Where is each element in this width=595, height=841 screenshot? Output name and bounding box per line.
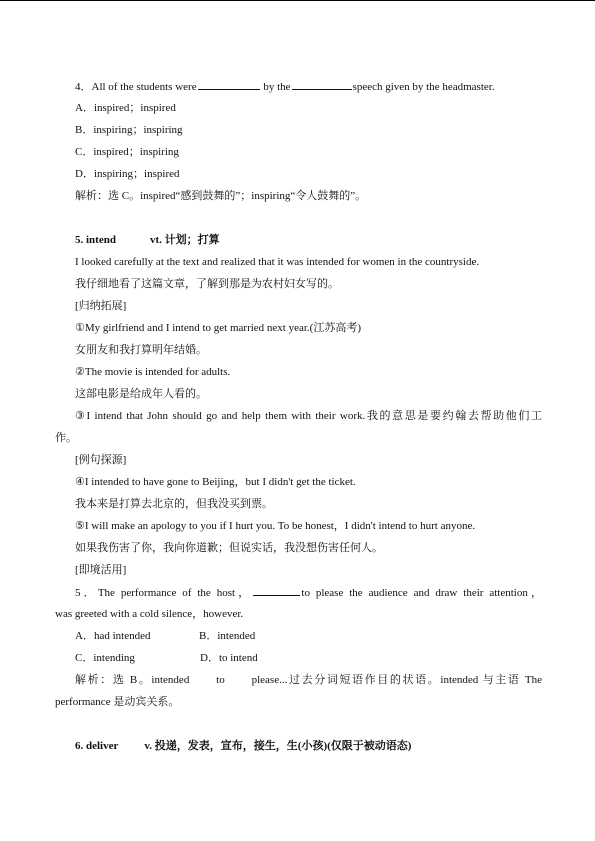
q5-stem-part1: 5．The performance of the host， [75,587,253,599]
q4-blank-1 [198,79,260,90]
sentence5-zh: 如果我伤害了你，我向你道歉；但说实话，我没想伤害任何人。 [75,542,383,554]
q4-option-b: B．inspiring；inspiring [75,124,183,136]
q5-analysis-line2: performance 是动宾关系。 [55,696,180,708]
section5-pos: vt. 计划；打算 [149,234,220,246]
section5-word: 5. intend [75,234,116,246]
q5-options-row2 [75,651,258,665]
q4-blank-2 [292,79,352,90]
section6-heading [75,739,411,753]
example-tag: [例句探源] [75,454,127,466]
q4-option-a: A．inspired；inspired [75,102,176,114]
sentence3-line1: ③I intend that John should go and help them with their work.我的意思是要约翰去帮助他们工 [75,410,542,422]
summary-tag: [归纳拓展] [75,300,127,312]
q4-stem [75,79,495,94]
q5-stem-part2: to please the audience and draw their attention， [301,587,542,599]
q5-option-c: C．intending [75,652,135,664]
q4-stem-part3: speech given by the headmaster. [352,81,495,93]
sentence5-en: ⑤I will make an apology to you if I hurt you. To be honest，I didn't intend to hurt anyone. [75,520,476,532]
sentence4-zh: 我本来是打算去北京的，但我没买到票。 [75,498,273,510]
page-top-rule [0,0,595,1]
practice-tag: [即境活用] [75,564,127,576]
section5-heading [75,233,220,247]
sentence1-zh: 女朋友和我打算明年结婚。 [75,344,207,356]
q5-blank [253,585,300,596]
section6-word: 6. deliver [75,740,119,752]
sentence1-en: ①My girlfriend and I intend to get married next year.(江苏高考) [75,322,362,334]
q5-stem-line1 [75,585,542,600]
section6-pos: v. 投递，发表，宣布，接生，生(小孩)(仅限于被动语态) [144,740,412,752]
q4-stem-part2: by the [263,81,291,93]
section5-example1-en: I looked carefully at the text and realized that it was intended for women in the countryside. [75,256,480,268]
q4-option-d: D．inspiring；inspired [75,168,180,180]
q5-option-b: B．intended [199,630,256,642]
q5-option-a: A．had intended [75,630,151,642]
q5-option-d: D．to intend [200,652,258,664]
section5-example1-zh: 我仔细地看了这篇文章，了解到那是为农村妇女写的。 [75,278,339,290]
q4-stem-part1: 4．All of the students were [75,81,197,93]
q5-stem-line2: was greeted with a cold silence，however. [55,608,244,620]
q4-analysis: 解析：选 C。inspired“感到鼓舞的”；inspiring“令人鼓舞的”。 [75,190,367,202]
sentence4-en: ④I intended to have gone to Beijing，but I didn't get the ticket. [75,476,356,488]
q4-option-c: C．inspired；inspiring [75,146,179,158]
sentence2-zh: 这部电影是给成年人看的。 [75,388,207,400]
q5-options-row1 [75,629,255,643]
sentence3-line2: 作。 [55,432,77,444]
q5-analysis-line1: 解析：选 B。intended to please...过去分词短语作目的状语。intended 与主语 The [75,674,542,686]
sentence2-en: ②The movie is intended for adults. [75,366,231,378]
